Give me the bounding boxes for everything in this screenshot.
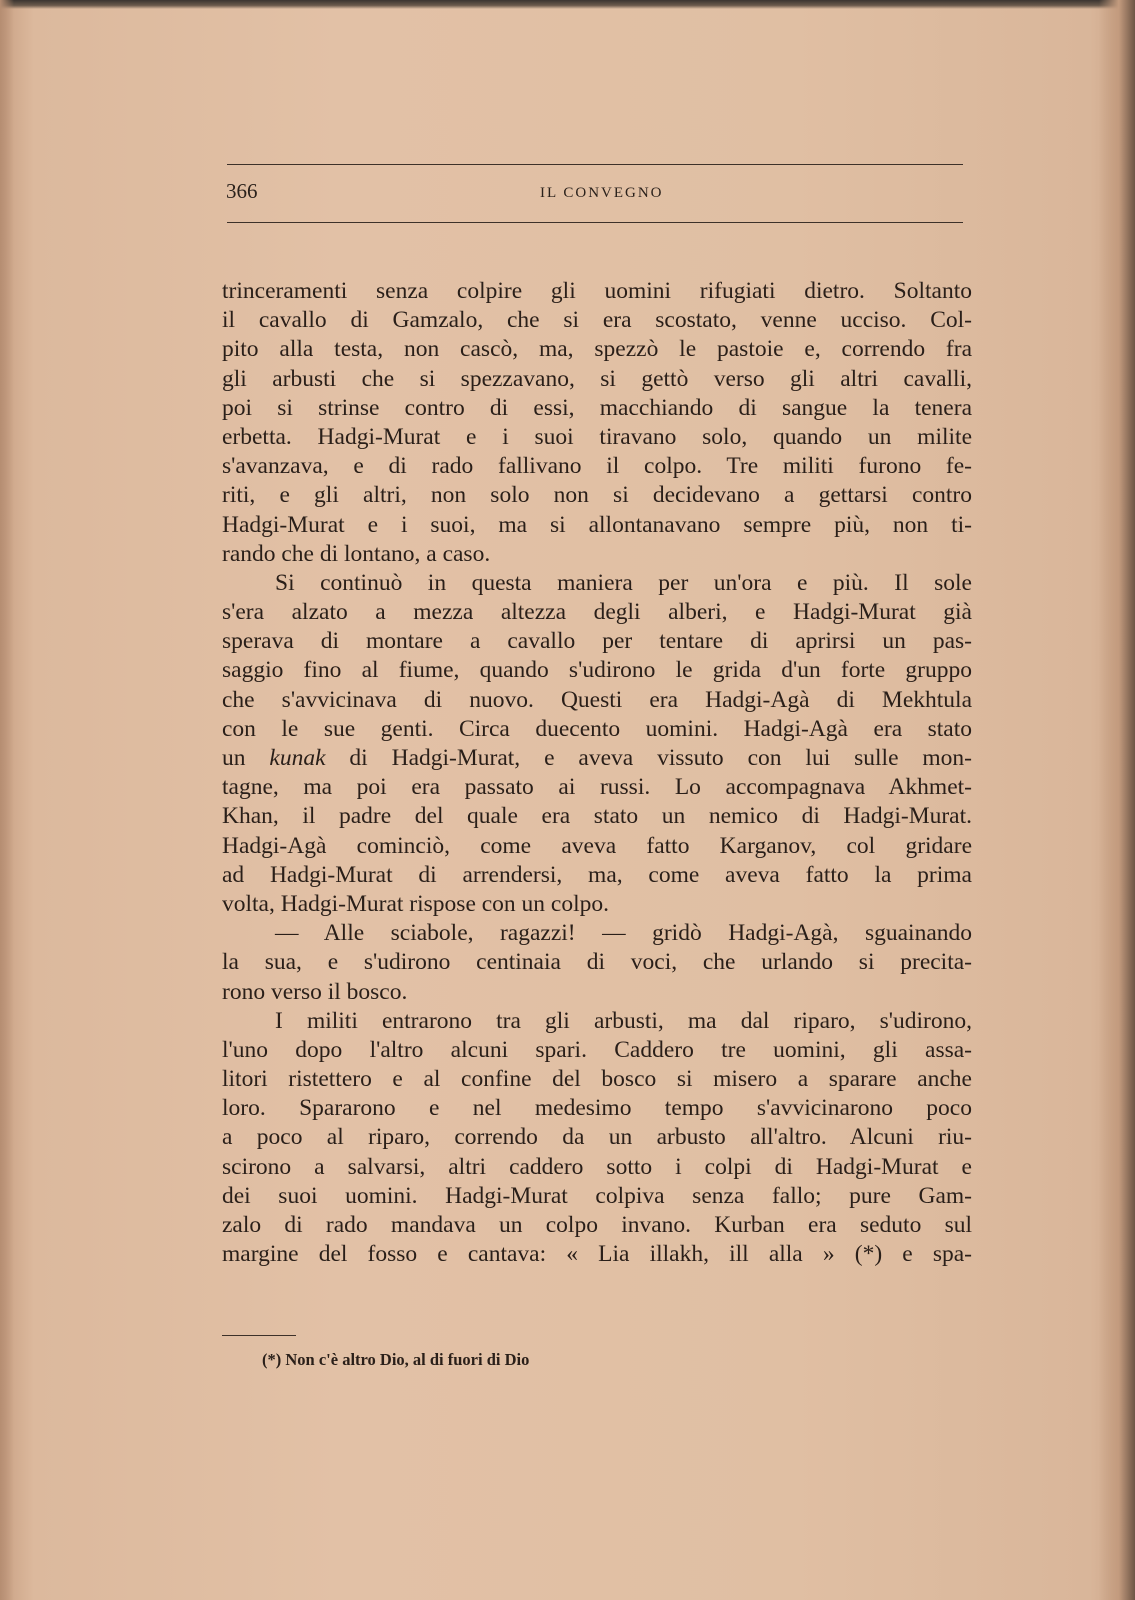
text-line (222, 481, 972, 510)
text-line-content: l'uno dopo l'altro alcuni spari. Caddero tre uomini, gli assa- (222, 1036, 972, 1063)
text-line (222, 861, 972, 890)
text-line (222, 1153, 972, 1182)
text-line (222, 1211, 972, 1240)
text-line (222, 394, 972, 423)
text-line-content: un (222, 745, 270, 771)
text-line-content: zalo di rado mandava un colpo invano. Kurban era seduto sul (222, 1212, 972, 1238)
text-line (222, 335, 972, 364)
text-line (222, 686, 972, 715)
text-line-content: dei suoi uomini. Hadgi-Murat colpiva senza fallo; pure Gam- (222, 1182, 972, 1209)
text-line-content: poi si strinse contro di essi, macchiando di sangue la tenera (222, 394, 972, 421)
header-rule-bottom (227, 222, 963, 223)
text-line-content: Khan, il padre del quale era stato un nemico di Hadgi-Murat. (222, 803, 972, 830)
text-line-content: erbetta. Hadgi-Murat e i suoi tiravano solo, quando un milite (222, 423, 972, 450)
text-line (222, 511, 972, 540)
text-line (222, 890, 972, 919)
page-right-edge (1099, 0, 1135, 1600)
page-left-edge (0, 0, 14, 1600)
text-line-content: tagne, ma poi era passato ai russi. Lo accompagnava Akhmet- (222, 774, 972, 801)
text-line (222, 744, 972, 773)
text-line (222, 1065, 972, 1094)
text-line-content: Hadgi-Agà cominciò, come aveva fatto Karganov, col gridare (222, 832, 972, 859)
text-line (222, 306, 972, 335)
text-line-content: I militi entrarono tra gli arbusti, ma dal riparo, s'udirono, (275, 1007, 972, 1034)
page-top-edge (0, 0, 1135, 9)
text-line (222, 802, 972, 831)
body-text (222, 277, 972, 1269)
text-line-content: ad Hadgi-Murat di arrendersi, ma, come aveva fatto la prima (222, 861, 972, 888)
text-line-content: il cavallo di Gamzalo, che si era scostato, venne ucciso. Col- (222, 307, 972, 334)
text-line (222, 423, 972, 452)
text-line (222, 1240, 972, 1269)
text-line-content: la sua, e s'udirono centinaia di voci, che urlando si precita- (222, 949, 972, 976)
footnote-rule (222, 1335, 296, 1336)
text-line (222, 832, 972, 861)
text-line (222, 569, 972, 598)
text-line (222, 1094, 972, 1123)
text-line-content: trinceramenti senza colpire gli uomini rifugiati dietro. Soltanto (222, 278, 972, 304)
text-line-content: litori ristettero e al confine del bosco si misero a sparare anche (222, 1066, 972, 1093)
text-line (222, 627, 972, 656)
text-line-content: volta, Hadgi-Murat rispose con un colpo. (222, 890, 610, 917)
text-line-content: di Hadgi-Murat, e aveva vissuto con lui sulle mon- (325, 745, 973, 771)
text-line-content: Hadgi-Murat e i suoi, ma si allontanavano sempre più, non ti- (222, 511, 972, 538)
text-line (222, 1182, 972, 1211)
text-line-content: saggio fino al fiume, quando s'udirono le grida d'un forte gruppo (222, 657, 972, 684)
page-number: 366 (226, 179, 258, 203)
text-line (222, 773, 972, 802)
text-line (222, 365, 972, 394)
footnote: (*) Non c'è altro Dio, al di fuori di Dio (262, 1350, 530, 1369)
text-line (222, 656, 972, 685)
header-rule-top (227, 164, 963, 165)
text-line-content: sperava di montare a cavallo per tentare di aprirsi un pas- (222, 628, 972, 655)
text-line-content: loro. Spararono e nel medesimo tempo s'avvicinarono poco (222, 1095, 972, 1122)
text-line-content: riti, e gli altri, non solo non si decidevano a gettarsi contro (222, 482, 972, 509)
text-line (222, 277, 972, 306)
running-head: IL CONVEGNO (540, 185, 664, 201)
text-line-content: pito alla testa, non cascò, ma, spezzò le pastoie e, correndo fra (222, 336, 972, 363)
text-line (222, 540, 972, 569)
text-line-content: s'era alzato a mezza altezza degli alberi, e Hadgi-Murat già (222, 599, 972, 626)
text-line (222, 1007, 972, 1036)
text-line-content: gli arbusti che si spezzavano, si gettò verso gli altri cavalli, (222, 365, 972, 392)
text-line-content: — Alle sciabole, ragazzi! — gridò Hadgi-Agà, sguainando (275, 920, 972, 947)
text-line-content: rando che di lontano, a caso. (222, 540, 491, 567)
text-line (222, 978, 972, 1007)
text-line (222, 598, 972, 627)
text-line (222, 919, 972, 948)
text-line-content: margine del fosso e cantava: « Lia illakh, ill alla » (*) e spa- (222, 1241, 972, 1268)
text-line-content: che s'avvicinava di nuovo. Questi era Hadgi-Agà di Mekhtula (222, 686, 972, 713)
text-line-content: s'avanzava, e di rado fallivano il colpo. Tre militi furono fe- (222, 453, 972, 480)
text-line (222, 452, 972, 481)
text-line-content: Si continuò in questa maniera per un'ora e più. Il sole (275, 569, 972, 596)
italic-word: kunak (269, 745, 326, 771)
text-line-content: a poco al riparo, correndo da un arbusto all'altro. Alcuni riu- (222, 1124, 972, 1151)
text-line (222, 715, 972, 744)
text-line-content: scirono a salvarsi, altri caddero sotto i colpi di Hadgi-Murat e (222, 1153, 972, 1180)
text-line-content: rono verso il bosco. (222, 978, 408, 1005)
text-line (222, 1036, 972, 1065)
text-line (222, 948, 972, 977)
text-line-content: con le sue genti. Circa duecento uomini. Hadgi-Agà era stato (222, 715, 972, 742)
text-line (222, 1123, 972, 1152)
